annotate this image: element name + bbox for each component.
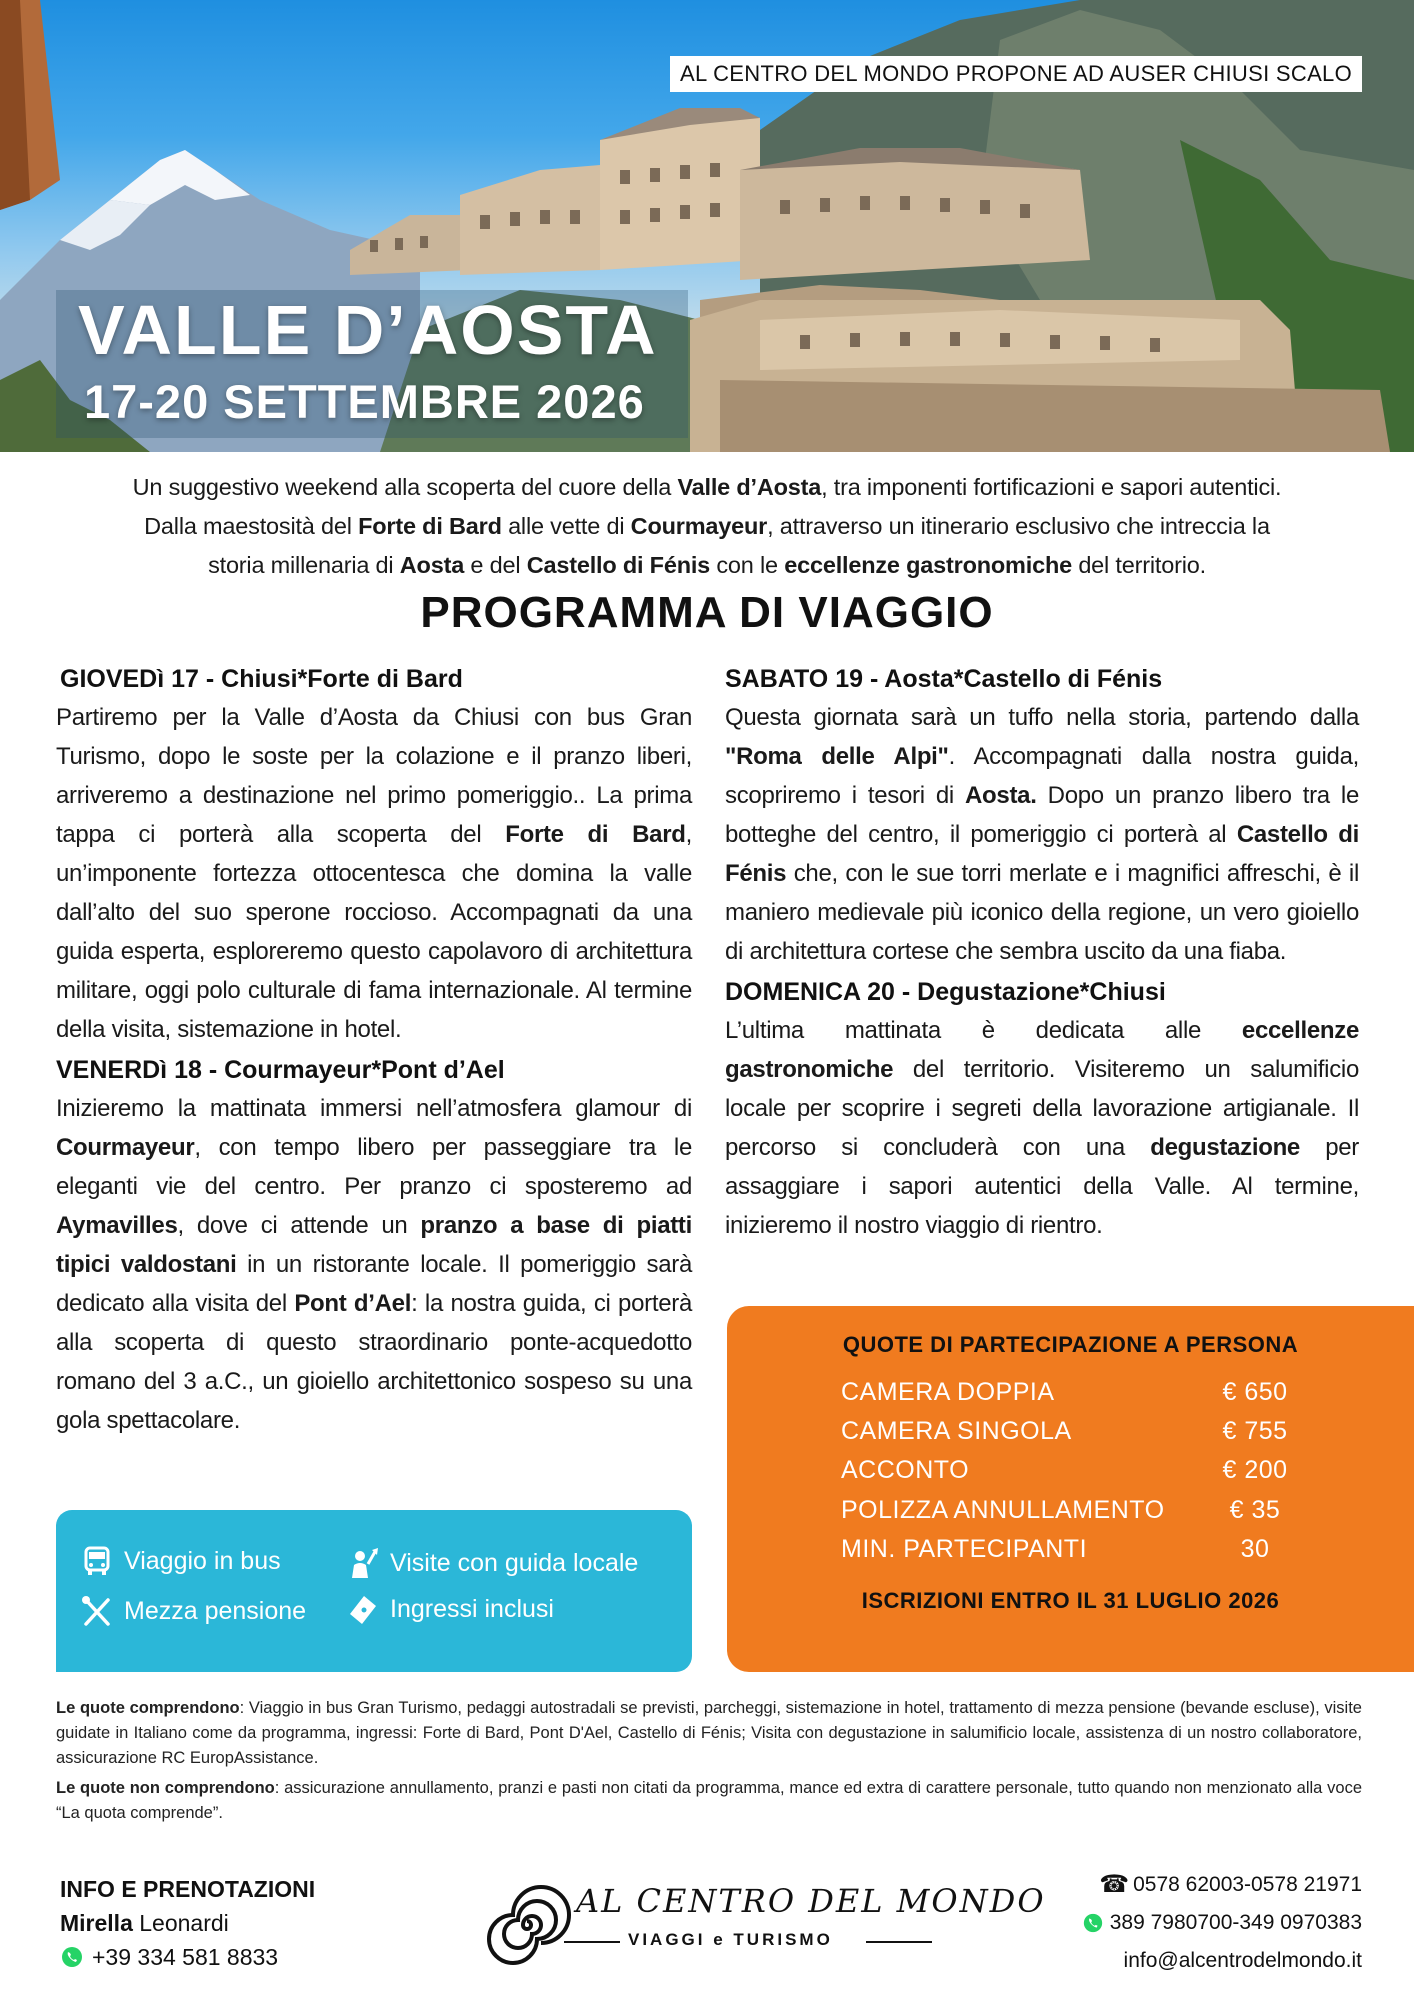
intro-line-2: Dalla maestosità del Forte di Bard alle vette di Courmayeur, attraverso un itinerario esclusivo che intreccia la bbox=[144, 513, 1270, 539]
day-heading-saturday: SABATO 19 - Aosta*Castello di Fénis bbox=[725, 665, 1163, 693]
ticket-icon bbox=[346, 1592, 380, 1626]
day-text-friday: Inizieremo la mattinata immersi nell’atmosfera glamour di Courmayeur, con tempo libero per passeggiare tra le eleganti vie del centro. Per pranzo ci sposteremo ad Aymavilles, dove ci attende un pranzo a base di piatti tipici valdostani in un ristorante locale. Il pomeriggio sarà dedicato alla visita del Pont d’Ael: la nostra guida, ci porterà alla scoperta di questo straordinario ponte-acquedotto romano del 3 a.C., un gioiello architettonico sospeso su una gola spettacolare. bbox=[56, 1095, 692, 1434]
contact-person: Mirella Leonardi bbox=[60, 1910, 229, 1936]
quote-value: € 650 bbox=[1222, 1378, 1288, 1406]
spiral-logo-icon bbox=[482, 1880, 572, 1970]
guide-icon bbox=[346, 1546, 380, 1580]
quotes-box bbox=[727, 1306, 1414, 1672]
feature-tickets bbox=[346, 1592, 554, 1626]
company-logo bbox=[468, 1880, 1046, 1970]
intro-line-3: storia millenaria di Aosta e del Castello di Fénis con le eccellenze gastronomiche del territorio. bbox=[208, 552, 1206, 578]
logo-divider bbox=[866, 1941, 932, 1943]
day-text-sunday: L’ultima mattinata è dedicata alle eccellenze gastronomiche del territorio. Visiteremo un salumificio locale per scoprire i segreti della lavorazione artigianale. Il percorso si concluderà con una degustazione per assaggiare i sapori autentici della Valle. Al termine, inizieremo il nostro viaggio di rientro. bbox=[725, 1017, 1360, 1239]
intro-line-1: Un suggestivo weekend alla scoperta del cuore della Valle d’Aosta, tra imponenti fortificazioni e sapori autentici. bbox=[132, 474, 1282, 500]
feature-guide-label: Visite con guida locale bbox=[390, 1548, 639, 1577]
contact-whatsapp bbox=[1082, 1904, 1362, 1942]
logo-main-text: AL CENTRO DEL MONDO bbox=[576, 1882, 1046, 1920]
mobile-number[interactable]: +39 334 581 8833 bbox=[92, 1944, 279, 1970]
logo-divider bbox=[564, 1941, 620, 1943]
contact-mobile bbox=[60, 1940, 315, 1974]
day-text-thursday: Partiremo per la Valle d’Aosta da Chiusi con bus Gran Turismo, dopo le soste per la colazione e il pranzo liberi, arriveremo a destinazione nel primo pomeriggio.. La prima tappa ci porterà alla scoperta del Forte di Bard, un’imponente fortezza ottocentesca che domina la valle dall’alto del suo sperone roccioso. Accompagnati da una guida esperta, esploreremo questo capolavoro di architettura militare, oggi polo culturale di fama internazionale. Al termine della visita, sistemazione in hotel. bbox=[56, 704, 692, 1043]
cutlery-icon bbox=[80, 1594, 114, 1628]
program-right-column bbox=[725, 660, 1359, 1247]
quote-value: € 755 bbox=[1222, 1417, 1288, 1445]
feature-tickets-label: Ingressi inclusi bbox=[390, 1594, 554, 1623]
quote-value: € 35 bbox=[1229, 1496, 1281, 1524]
included-terms: Le quote comprendono: Viaggio in bus Gran Turismo, pedaggi autostradali se previsti, parcheggi, sistemazione in hotel, trattamento di mezza pensione (bevande escluse), visite guidate in Italiano come da programma, ingressi: Forte di Bard, Pont D'Ael, Castello di Fénis; Visita con degustazione in salumificio locale, assistenza di un nostro collaboratore, assicurazione RC EuropAssistance. bbox=[56, 1699, 1362, 1767]
contact-phone bbox=[1082, 1866, 1362, 1904]
feature-bus bbox=[80, 1544, 281, 1578]
day-heading-thursday: GIOVEDì 17 - Chiusi*Forte di Bard bbox=[60, 665, 463, 693]
feature-guide bbox=[346, 1546, 638, 1580]
quote-value: € 200 bbox=[1222, 1456, 1288, 1484]
intro-text bbox=[40, 468, 1374, 585]
logo-sub-text: VIAGGI e TURISMO bbox=[628, 1930, 833, 1949]
quote-label: MIN. PARTECIPANTI bbox=[841, 1535, 1088, 1563]
feature-half-board bbox=[80, 1594, 306, 1628]
quote-label: POLIZZA ANNULLAMENTO bbox=[841, 1496, 1165, 1524]
whatsapp-icon bbox=[1082, 1912, 1104, 1934]
page-title: VALLE D’AOSTA bbox=[78, 291, 658, 369]
hero-banner bbox=[0, 0, 1414, 452]
info-title: INFO E PRENOTAZIONI bbox=[60, 1876, 316, 1902]
feature-half-board-label: Mezza pensione bbox=[124, 1596, 307, 1625]
day-heading-sunday: DOMENICA 20 - Degustazione*Chiusi bbox=[725, 978, 1166, 1006]
day-text-saturday: Questa giornata sarà un tuffo nella storia, partendo dalla "Roma delle Alpi". Accompagnati dalla nostra guida, scopriremo i tesori di Aosta. Dopo un pranzo libero tra le botteghe del centro, il pomeriggio ci porterà al Castello di Fénis che, con le sue torri merlate e i magnifici affreschi, è il maniero medievale più iconico della regione, un vero gioiello di architettura cortese che sembra uscito da una fiaba. bbox=[725, 704, 1360, 965]
registration-deadline: ISCRIZIONI ENTRO IL 31 LUGLIO 2026 bbox=[861, 1588, 1280, 1613]
program-left-column bbox=[56, 660, 692, 1442]
email-link[interactable]: info@alcentrodelmondo.it bbox=[1123, 1949, 1362, 1972]
features-box bbox=[56, 1510, 692, 1672]
excluded-terms: Le quote non comprendono: assicurazione annullamento, pranzi e pasti non citati da programma, mance ed extra di carattere personale, tutto quando non menzionato alla voce “La quota comprende”. bbox=[56, 1779, 1362, 1822]
quote-label: ACCONTO bbox=[841, 1456, 970, 1484]
hero-tagline: AL CENTRO DEL MONDO PROPONE AD AUSER CHIUSI SCALO bbox=[670, 56, 1362, 92]
quotes-title: QUOTE DI PARTECIPAZIONE A PERSONA bbox=[842, 1332, 1299, 1357]
phone-icon: ☎ bbox=[1099, 1871, 1130, 1898]
quote-label: CAMERA SINGOLA bbox=[841, 1417, 1072, 1445]
booking-info bbox=[60, 1872, 315, 1974]
quote-value: 30 bbox=[1240, 1535, 1270, 1563]
whatsapp-icon bbox=[60, 1945, 84, 1969]
program-title: PROGRAMMA DI VIAGGIO bbox=[420, 588, 994, 637]
trip-dates: 17-20 SETTEMBRE 2026 bbox=[84, 375, 645, 428]
phone-number[interactable]: 0578 62003-0578 21971 bbox=[1133, 1873, 1362, 1896]
whatsapp-number[interactable]: 389 7980700-349 0970383 bbox=[1109, 1911, 1362, 1934]
contact-email bbox=[1082, 1942, 1362, 1980]
quote-label: CAMERA DOPPIA bbox=[841, 1378, 1055, 1406]
day-heading-friday: VENERDì 18 - Courmayeur*Pont d’Ael bbox=[56, 1056, 505, 1084]
feature-bus-label: Viaggio in bus bbox=[124, 1546, 281, 1575]
company-contacts bbox=[1082, 1866, 1362, 1980]
bus-icon bbox=[80, 1544, 114, 1578]
